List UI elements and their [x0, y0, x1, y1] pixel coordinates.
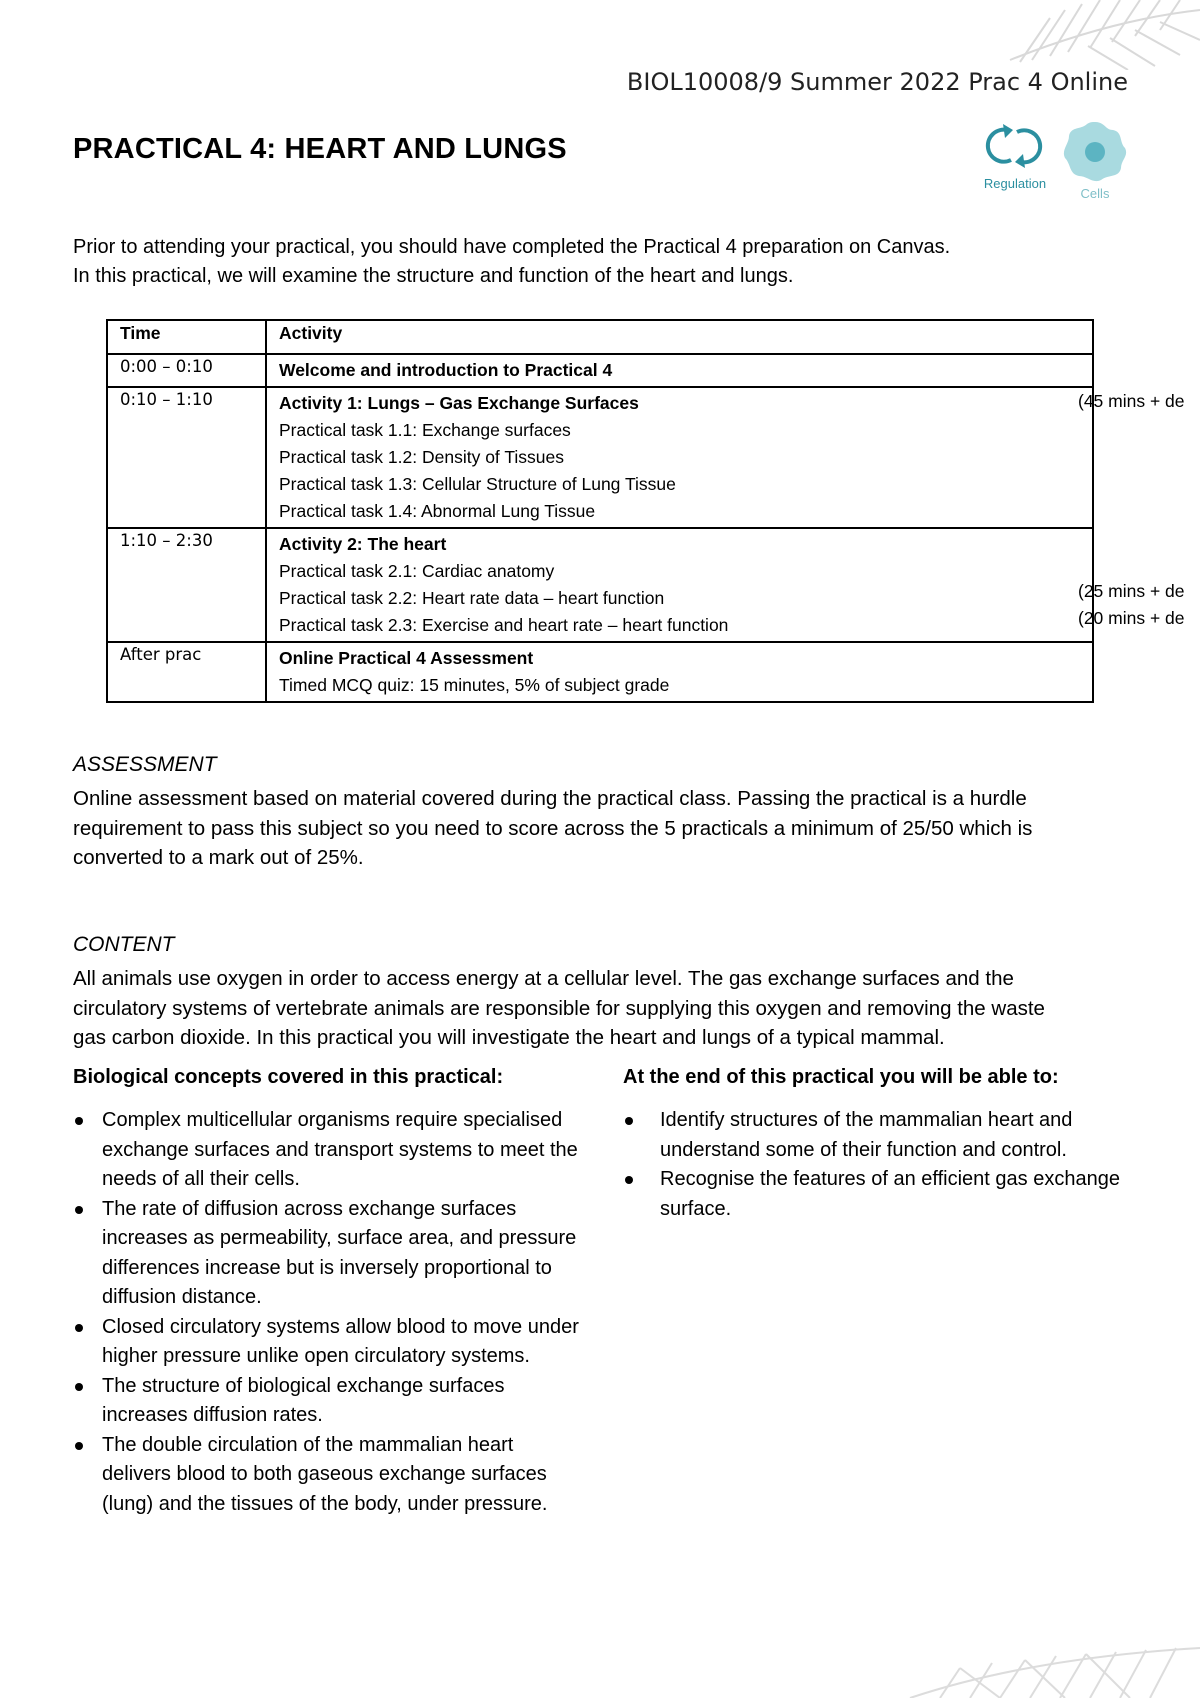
table-row [107, 387, 1093, 528]
practical-task: Practical task 2.2: Heart rate data – heart function [279, 588, 665, 608]
content-line: gas carbon dioxide. In this practical you will investigate the heart and lungs of a typical mammal. [73, 1026, 945, 1049]
concepts-list [73, 1106, 581, 1519]
regulation-label: Regulation [983, 176, 1047, 191]
page-title: PRACTICAL 4: HEART AND LUNGS [73, 133, 567, 165]
table-row [107, 354, 1093, 387]
activity-cell [266, 642, 1093, 702]
time-cell: 0:10 – 1:10 [107, 387, 266, 528]
time-cell: After prac [107, 642, 266, 702]
activity-title: Activity 2: The heart [279, 534, 447, 554]
palm-leaf-decoration-top [860, 0, 1200, 70]
cells-icon [1061, 120, 1129, 182]
practical-schedule-table [106, 319, 1094, 703]
assessment-line: requirement to pass this subject so you need to score across the 5 practicals a minimum of 25/50 which is [73, 816, 1033, 840]
time-header: Time [107, 320, 266, 354]
table-header-row [107, 320, 1093, 354]
regulation-theme [970, 120, 1060, 191]
concepts-heading: Biological concepts covered in this practical: [73, 1066, 504, 1088]
practical-task: Practical task 2.1: Cardiac anatomy [279, 561, 555, 581]
content-line: All animals use oxygen in order to access energy at a cellular level. The gas exchange surfaces and the [73, 967, 1014, 990]
activity-title: Welcome and introduction to Practical 4 [279, 360, 613, 380]
practical-task: Practical task 1.3: Cellular Structure of Lung Tissue [279, 474, 676, 494]
assessment-text [73, 784, 1138, 873]
assessment-line: converted to a mark out of 25%. [73, 846, 364, 869]
time-cell: 1:10 – 2:30 [107, 528, 266, 642]
activity-title: Activity 1: Lungs – Gas Exchange Surfaces [279, 393, 639, 413]
cells-label: Cells [1080, 186, 1110, 201]
table-row [107, 528, 1093, 642]
assessment-line: Online assessment based on material covered during the practical class. Passing the practical is a hurdle [73, 787, 1027, 810]
activity-title: Online Practical 4 Assessment [279, 648, 534, 668]
content-line: circulatory systems of vertebrate animals are responsible for supplying this oxygen and removing the waste [73, 996, 1045, 1020]
assessment-heading: ASSESSMENT [73, 753, 217, 776]
outcomes-list [623, 1106, 1143, 1224]
practical-task: Practical task 1.4: Abnormal Lung Tissue [279, 501, 596, 521]
list-item: Identify structures of the mammalian heart and understand some of their function and control. [623, 1106, 1143, 1165]
regulation-icon [981, 120, 1049, 172]
intro-text [73, 233, 1133, 291]
duration-activity-1: (45 mins + de [1078, 391, 1185, 411]
content-text [73, 964, 1138, 1053]
activity-cell [266, 354, 1093, 387]
activity-cell [266, 528, 1093, 642]
activity-header: Activity [266, 320, 1093, 354]
intro-line: In this practical, we will examine the structure and function of the heart and lungs. [73, 265, 794, 287]
list-item: The double circulation of the mammalian heart delivers blood to both gaseous exchange surfaces (lung) and the tissues of the body, under pressure. [73, 1431, 581, 1520]
intro-line: Prior to attending your practical, you should have completed the Practical 4 preparation on Canvas. [73, 236, 951, 258]
table-row [107, 642, 1093, 702]
palm-leaf-decoration-bottom [880, 1638, 1200, 1698]
list-item: Recognise the features of an efficient gas exchange surface. [623, 1165, 1143, 1224]
assessment-detail: Timed MCQ quiz: 15 minutes, 5% of subject grade [279, 675, 670, 695]
list-item: Complex multicellular organisms require specialised exchange surfaces and transport systems to meet the needs of all their cells. [73, 1106, 581, 1195]
practical-task: Practical task 2.3: Exercise and heart rate – heart function [279, 615, 729, 635]
theme-icons [970, 120, 1140, 210]
practical-task: Practical task 1.2: Density of Tissues [279, 447, 564, 467]
list-item: The rate of diffusion across exchange surfaces increases as permeability, surface area, and pressure differences increase but is inversely proportional to diffusion distance. [73, 1195, 581, 1313]
activity-cell [266, 387, 1093, 528]
time-cell: 0:00 – 0:10 [107, 354, 266, 387]
list-item: The structure of biological exchange surfaces increases diffusion rates. [73, 1372, 581, 1431]
duration-task-2-2: (25 mins + de [1078, 581, 1185, 601]
content-heading: CONTENT [73, 933, 175, 956]
practical-task: Practical task 1.1: Exchange surfaces [279, 420, 571, 440]
duration-task-2-3: (20 mins + de [1078, 608, 1185, 628]
outcomes-heading: At the end of this practical you will be able to: [623, 1066, 1059, 1088]
cells-theme [1050, 120, 1140, 201]
list-item: Closed circulatory systems allow blood to move under higher pressure unlike open circulatory systems. [73, 1313, 581, 1372]
document-header-code: BIOL10008/9 Summer 2022 Prac 4 Online [626, 68, 1128, 96]
